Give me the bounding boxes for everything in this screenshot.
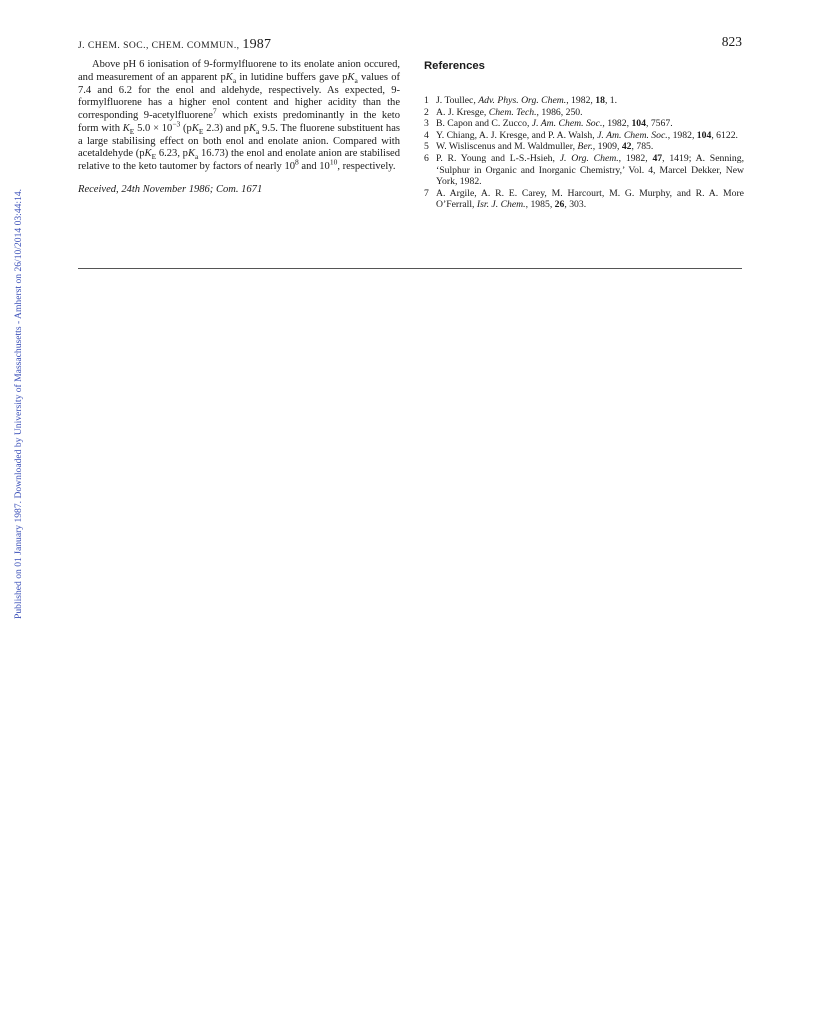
received-line: Received, 24th November 1986; Com. 1671 <box>78 183 263 195</box>
download-watermark <box>2 158 24 630</box>
reference-item: 6 P. R. Young and L-S.-Hsieh, J. Org. Chem., 1982, 47, 1419; A. Senning, ‘Sulphur in Organic and Inorganic Chemistry,’ Vol. 4, Marcel Dekker, New York, 1982. <box>424 152 744 188</box>
left-column <box>78 59 400 197</box>
journal-year: 1987 <box>242 37 272 52</box>
download-watermark-text: Published on 01 January 1987. Downloaded by University of Massachusetts - Amherst on 26/10/2014 03:44:14. <box>13 188 24 619</box>
reference-item: 1 J. Toullec, Adv. Phys. Org. Chem., 1982, 18, 1. <box>424 95 618 106</box>
reference-item: 7 A. Argile, A. R. E. Carey, M. Harcourt, M. G. Murphy, and R. A. More O’Ferrall, Isr. J. Chem., 1985, 26, 303. <box>424 187 744 211</box>
reference-item: 2 A. J. Kresge, Chem. Tech., 1986, 250. <box>424 106 583 118</box>
running-header <box>78 34 742 52</box>
page-divider-rule <box>78 268 742 269</box>
reference-item: 3 B. Capon and C. Zucco, J. Am. Chem. Soc., 1982, 104, 7567. <box>424 118 673 130</box>
page-number: 823 <box>721 34 742 49</box>
journal-citation <box>78 37 271 53</box>
body-paragraph: Above pH 6 ionisation of 9-formylfluorene to its enolate anion occured, and measurement of an apparent $pK_a$ in lutidine buffers gave $pK_a$ values of 7.4 and 6.2 for the enol and aldehyde, respectively. As expected, 9-formylfluorene has a higher enol content and higher acidity than the corresponding 9-acetylfluorene$^7$ which exists predominantly in the keto form with $K_E$ $5.0 \times 10^{-3}$ ($pK_E$ 2.3) and $pK_a$ 9.5. The fluorene substituent has a large stabilising effect on both enol and enolate anion. Compared with acetaldehyde ($pK_E$ 6.23, $pK_a$ 16.73) the enol and enolate anion are stabilised relative to the keto tautomer by factors of nearly $10^8$ and $10^{10}$, respectively. <box>78 59 400 172</box>
references-column <box>424 59 744 211</box>
reference-item: 4 Y. Chiang, A. J. Kresge, and P. A. Walsh, J. Am. Chem. Soc., 1982, 104, 6122. <box>424 129 738 141</box>
journal-name: J. CHEM. SOC., CHEM. COMMUN., <box>78 40 240 51</box>
references-heading: References <box>424 60 485 72</box>
reference-item: 5 W. Wisliscenus and M. Waldmuller, Ber., 1909, 42, 785. <box>424 141 654 153</box>
references-list <box>424 95 744 211</box>
